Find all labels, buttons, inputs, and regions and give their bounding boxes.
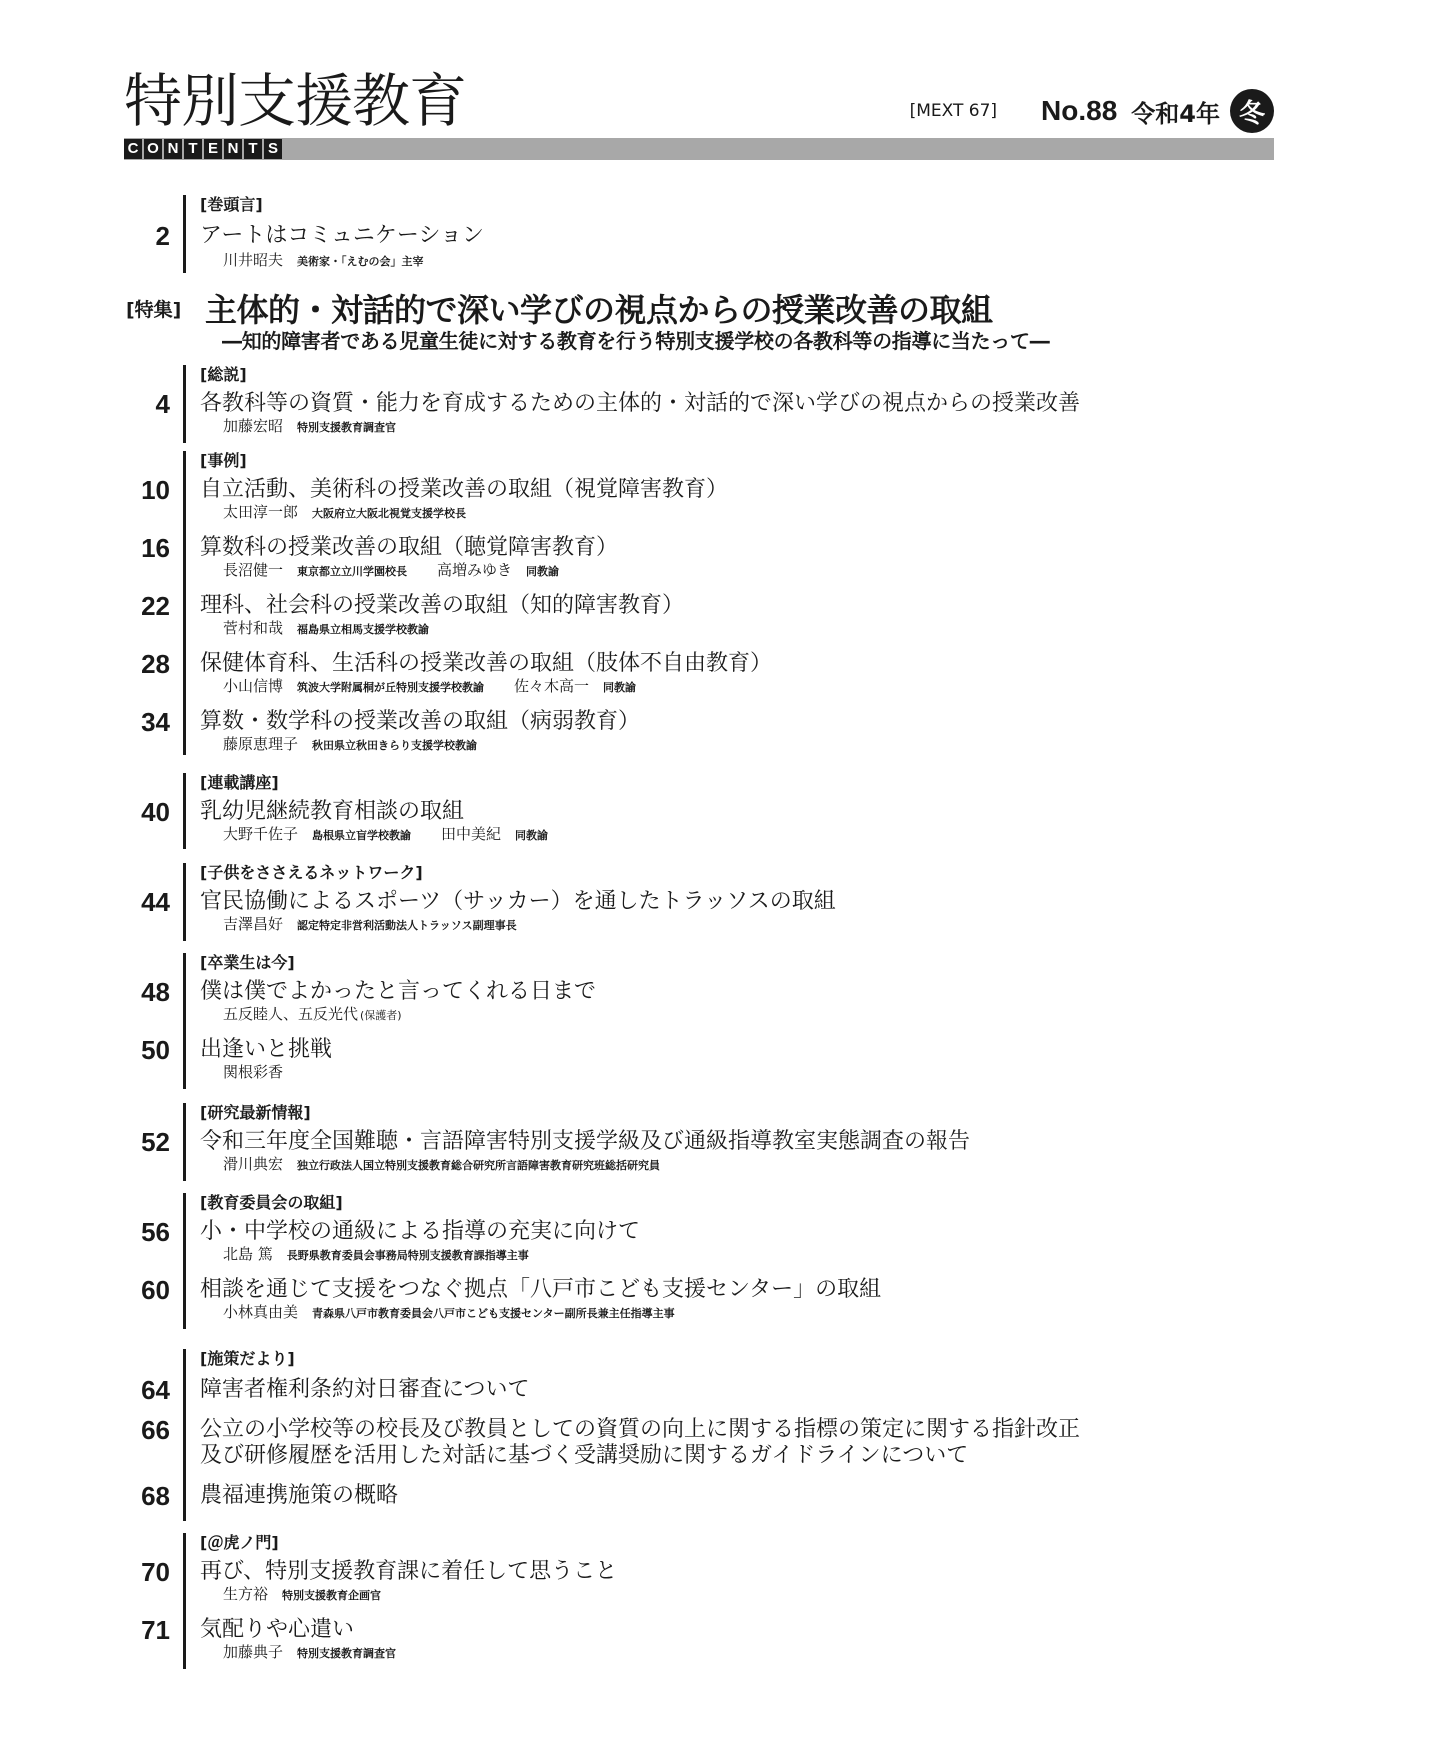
author-role: 東京都立立川学園校長: [297, 565, 408, 578]
contents-letter: E: [204, 139, 222, 159]
toc-entry[interactable]: [120, 797, 1280, 851]
toc-section-network: [120, 863, 1280, 941]
author-name: 太田淳一郎: [223, 503, 299, 521]
article-title: 気配りや心遣い: [200, 1617, 355, 1642]
feature-heading: [120, 293, 1280, 365]
page-number: 68: [141, 1481, 170, 1511]
author-name: 吉澤昌好: [223, 915, 284, 933]
article-author: [223, 915, 517, 935]
author-name: 藤原恵理子: [223, 735, 299, 753]
page-number: 28: [141, 649, 170, 679]
issue-year: 令和4年: [1131, 99, 1220, 128]
page-number: 70: [141, 1557, 170, 1587]
author-role: (保護者): [360, 1009, 402, 1022]
section-category: [教育委員会の取組]: [200, 1193, 343, 1212]
article-author: [223, 503, 466, 523]
toc-entry[interactable]: [120, 1481, 1280, 1521]
page-number: 50: [141, 1035, 170, 1065]
contents-letter: C: [124, 139, 142, 159]
article-author: [223, 619, 429, 639]
section-category: [事例]: [200, 451, 247, 470]
contents-label: [124, 138, 284, 159]
toc-section-research: [120, 1103, 1280, 1181]
toc-entry[interactable]: [120, 887, 1280, 941]
author-name: 高増みゆき: [437, 561, 513, 579]
page-number: 66: [141, 1415, 170, 1445]
contents-letter: S: [264, 139, 282, 159]
section-category: [連載講座]: [200, 773, 279, 792]
author-role: 特別支援教育調査官: [297, 421, 397, 434]
article-author: [223, 1303, 675, 1323]
page-number: 10: [141, 475, 170, 505]
article-title: 出逢いと挑戦: [200, 1037, 333, 1062]
page-number: 48: [141, 977, 170, 1007]
article-author: [223, 1245, 529, 1265]
table-of-contents: [120, 195, 1280, 1669]
author-name: 佐々木高一: [514, 677, 590, 695]
toc-section-cases: [120, 451, 1280, 757]
magazine-title: 特別支援教育: [124, 67, 467, 135]
toc-entry[interactable]: [120, 1275, 1280, 1329]
toc-entry[interactable]: [120, 591, 1280, 649]
article-title: 乳幼児継続教育相談の取組: [200, 799, 465, 824]
issue-info: [910, 86, 1274, 136]
author-name: 北島 篤: [223, 1245, 273, 1263]
mext-code: [MEXT 67]: [909, 101, 998, 121]
article-author: [223, 1063, 283, 1081]
author-role: 青森県八戸市教育委員会八戸市こども支援センター副所長兼主任指導主事: [312, 1307, 675, 1320]
page-number: 71: [141, 1615, 170, 1645]
toc-entry[interactable]: [120, 1557, 1280, 1615]
section-category: [施策だより]: [200, 1349, 295, 1368]
toc-section-opening: [120, 195, 1280, 275]
author-role: 同教諭: [526, 565, 560, 578]
toc-entry[interactable]: [120, 1127, 1280, 1181]
season-badge: 冬: [1230, 89, 1274, 133]
contents-letter: N: [224, 139, 242, 159]
toc-section-policy: [120, 1349, 1280, 1521]
author-name: 川井昭夫: [223, 251, 284, 269]
article-title: 相談を通じて支援をつなぐ拠点「八戸市こども支援センター」の取組: [200, 1277, 882, 1302]
section-category: [巻頭言]: [200, 195, 263, 214]
feature-label: [特集]: [126, 299, 182, 321]
toc-entry[interactable]: [120, 1217, 1280, 1275]
toc-entry[interactable]: [120, 1415, 1280, 1481]
author-name: 長沼健一: [223, 561, 284, 579]
contents-letter: T: [184, 139, 202, 159]
page-number: 60: [141, 1275, 170, 1305]
article-author: [223, 1155, 660, 1175]
page-number: 40: [141, 797, 170, 827]
author-role: 独立行政法人国立特別支援教育総合研究所言語障害教育研究班総括研究員: [297, 1159, 661, 1172]
author-name: 五反睦人、五反光代: [223, 1005, 359, 1023]
article-author: [223, 1585, 381, 1605]
feature-title: 主体的・対話的で深い学びの視点からの授業改善の取組: [205, 291, 993, 329]
article-author: [223, 561, 559, 581]
article-title-line2: 及び研修履歴を活用した対話に基づく受講奨励に関するガイドラインについて: [200, 1443, 969, 1468]
toc-entry[interactable]: [120, 977, 1280, 1035]
toc-entry[interactable]: [120, 1375, 1280, 1415]
author-role: 特別支援教育企画官: [282, 1589, 382, 1602]
author-role: 同教諭: [515, 829, 549, 842]
author-name: 生方裕: [223, 1585, 269, 1603]
author-name: 小山信博: [223, 677, 284, 695]
page-number: 64: [141, 1375, 170, 1405]
toc-section-overview: [120, 365, 1280, 443]
page-number: 52: [141, 1127, 170, 1157]
author-role: 島根県立盲学校教諭: [312, 829, 412, 842]
toc-section-board: [120, 1193, 1280, 1329]
page-number: 34: [141, 707, 170, 737]
toc-entry[interactable]: [120, 533, 1280, 591]
author-name: 大野千佐子: [223, 825, 299, 843]
article-title: 障害者権利条約対日審査について: [200, 1377, 530, 1402]
page-number: 4: [155, 389, 170, 419]
article-author: [223, 1005, 402, 1025]
page-number: 2: [155, 221, 170, 251]
feature-subtitle: ―知的障害者である児童生徒に対する教育を行う特別支援学校の各教科等の指導に当たって―: [222, 329, 1050, 353]
author-name: 滑川典宏: [223, 1155, 284, 1173]
page-number: 56: [141, 1217, 170, 1247]
author-name: 関根彩香: [223, 1063, 284, 1081]
section-category: [卒業生は今]: [200, 953, 295, 972]
article-title: 自立活動、美術科の授業改善の取組（視覚障害教育）: [200, 477, 729, 502]
article-author: [223, 251, 424, 271]
author-role: 美術家・「えむの会」主宰: [297, 255, 424, 268]
article-author: [223, 417, 396, 437]
article-title: 小・中学校の通級による指導の充実に向けて: [200, 1219, 641, 1244]
author-role: 福島県立相馬支援学校教諭: [297, 623, 430, 636]
toc-section-graduates: [120, 953, 1280, 1089]
issue-number: No.88: [1041, 95, 1118, 126]
article-title: 算数科の授業改善の取組（聴覚障害教育）: [200, 535, 619, 560]
toc-entry[interactable]: [120, 1615, 1280, 1669]
author-role: 特別支援教育調査官: [297, 1647, 397, 1660]
author-role: 大阪府立大阪北視覚支援学校長: [312, 507, 467, 520]
toc-entry[interactable]: [120, 1035, 1280, 1089]
author-name: 加藤典子: [223, 1643, 284, 1661]
article-title: 僕は僕でよかったと言ってくれる日まで: [200, 979, 597, 1004]
toc-entry[interactable]: [120, 475, 1280, 533]
toc-entry[interactable]: [120, 649, 1280, 707]
article-title: 算数・数学科の授業改善の取組（病弱教育）: [200, 709, 641, 734]
toc-entry[interactable]: [120, 221, 1280, 275]
article-title: 各教科等の資質・能力を育成するための主体的・対話的で深い学びの視点からの授業改善: [200, 391, 1081, 416]
article-title: アートはコミュニケーション: [200, 223, 485, 248]
toc-entry[interactable]: [120, 389, 1280, 443]
page-number: 44: [141, 887, 170, 917]
page-number: 22: [141, 591, 170, 621]
article-author: [223, 677, 636, 697]
page-number: 16: [141, 533, 170, 563]
toc-entry[interactable]: [120, 707, 1280, 757]
author-name: 田中美紀: [441, 825, 502, 843]
section-category: [＠虎ノ門]: [200, 1533, 279, 1552]
article-author: [223, 735, 477, 755]
toc-section-series: [120, 773, 1280, 849]
article-author: [223, 825, 548, 845]
article-title: 公立の小学校等の校長及び教員としての資質の向上に関する指標の策定に関する指針改正: [200, 1417, 1081, 1442]
contents-letter: O: [144, 139, 162, 159]
article-title: 官民協働によるスポーツ（サッカー）を通したトラッソスの取組: [200, 889, 836, 914]
section-category: [研究最新情報]: [200, 1103, 311, 1122]
author-name: 菅村和哉: [223, 619, 284, 637]
section-category: [子供をささえるネットワーク]: [200, 863, 423, 882]
section-category: [総説]: [200, 365, 247, 384]
author-name: 小林真由美: [223, 1303, 299, 1321]
article-title: 保健体育科、生活科の授業改善の取組（肢体不自由教育）: [200, 651, 773, 676]
article-author: [223, 1643, 396, 1663]
contents-letter: T: [244, 139, 262, 159]
article-title: 理科、社会科の授業改善の取組（知的障害教育）: [200, 593, 685, 618]
author-name: 加藤宏昭: [223, 417, 284, 435]
contents-bar: [124, 138, 1274, 160]
article-title: 令和三年度全国難聴・言語障害特別支援学級及び通級指導教室実態調査の報告: [200, 1129, 971, 1154]
article-title: 再び、特別支援教育課に着任して思うこと: [200, 1559, 618, 1584]
toc-section-toranomon: [120, 1533, 1280, 1669]
article-title: 農福連携施策の概略: [200, 1483, 399, 1508]
author-role: 認定特定非営利活動法人トラッソス副理事長: [297, 919, 517, 932]
author-role: 長野県教育委員会事務局特別支援教育課指導主事: [286, 1249, 529, 1262]
author-role: 筑波大学附属桐が丘特別支援学校教諭: [297, 681, 485, 694]
contents-letter: N: [164, 139, 182, 159]
author-role: 秋田県立秋田きらり支援学校教諭: [312, 739, 478, 752]
author-role: 同教諭: [603, 681, 637, 694]
